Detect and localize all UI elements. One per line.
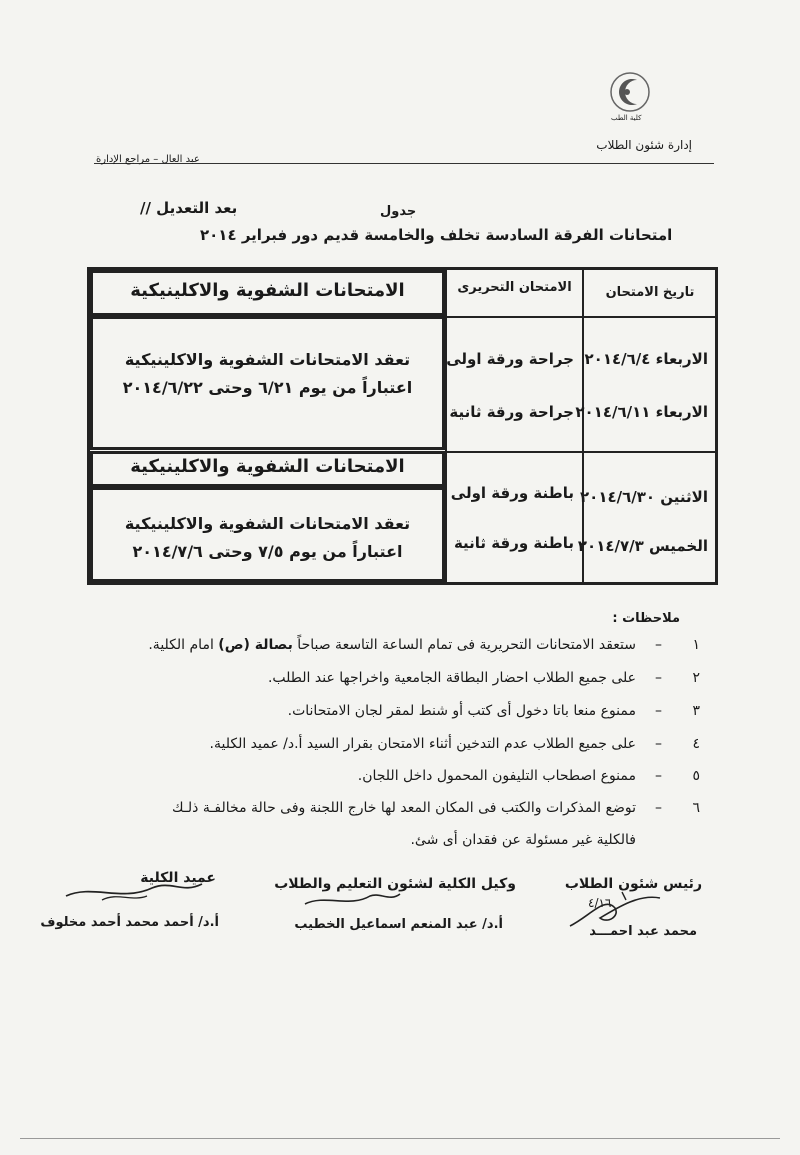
note-number: ٤ xyxy=(692,736,700,752)
group-rule xyxy=(445,451,717,453)
date-cell: الاثنين ٢٠١٤/٦/٣٠ xyxy=(580,488,708,506)
note-text: ستعقد الامتحانات التحريرية فى تمام الساعة التاسعة صباحاً xyxy=(292,637,636,653)
date-cell: الاربعاء ٢٠١٤/٦/٤ xyxy=(584,350,708,368)
faculty-logo xyxy=(607,70,653,126)
note-text: فالكلية غير مسئولة عن فقدان أى شئ. xyxy=(410,832,636,848)
note-item-continued xyxy=(410,832,636,848)
department-name: إدارة شئون الطلاب xyxy=(596,138,692,152)
vice-dean-title: وكيل الكلية لشئون التعليم والطلاب xyxy=(274,876,516,892)
col-header-date: تاريخ الامتحان xyxy=(605,285,695,300)
note-item: ٥–ممنوع اصطحاب التليفون المحمول داخل اللجان. xyxy=(357,768,700,784)
exam-cell: جراحة ورقة ثانية xyxy=(449,403,574,421)
note-item: ٤–على جميع الطلاب عدم التدخين أثناء الامتحان بقرار السيد أ.د/ عميد الكلية. xyxy=(209,736,700,752)
dean-name: أ.د/ أحمد محمد أحمد مخلوف xyxy=(40,915,219,930)
date-cell: الاربعاء ٢٠١٤/٦/١١ xyxy=(575,403,708,421)
note-item: ٣–ممنوع منعا باتا دخول أى كتب أو شنط لمقر لجان الامتحانات. xyxy=(287,703,700,719)
note-number: ٣ xyxy=(692,703,700,719)
exam-cell: باطنة ورقة اولى xyxy=(450,484,574,502)
oral-note-line: تعقد الامتحانات الشفوية والاكلينيكية xyxy=(124,350,411,369)
oral-header-2: الامتحانات الشفوية والاكلينيكية xyxy=(130,456,405,477)
note-text: امام الكلية. xyxy=(148,637,219,653)
note-text: على جميع الطلاب عدم التدخين أثناء الامتحان بقرار السيد أ.د/ عميد الكلية. xyxy=(209,736,636,752)
oral-note-line: اعتباراً من يوم ٧/٥ وحتى ٢٠١٤/٧/٦ xyxy=(132,542,403,561)
note-number: ٦ xyxy=(692,800,700,816)
exam-cell: جراحة ورقة اولى xyxy=(446,350,574,368)
notes-title: ملاحظات : xyxy=(612,611,680,626)
head-of-affairs-name: محمد عبد احمـــد xyxy=(589,924,697,939)
col-header-written: الامتحان التحريرى xyxy=(457,280,572,295)
note-text: ممنوع اصطحاب التليفون المحمول داخل اللجان. xyxy=(357,768,636,784)
logo-caption: كلية الطب xyxy=(611,114,642,122)
dean-title: عميد الكلية xyxy=(140,870,216,886)
note-number: ٥ xyxy=(692,768,700,784)
oral-note-line: تعقد الامتحانات الشفوية والاكلينيكية xyxy=(124,514,411,533)
oral-note-line: اعتباراً من يوم ٦/٢١ وحتى ٢٠١٤/٦/٢٢ xyxy=(122,378,413,397)
note-number: ٢ xyxy=(692,670,700,686)
date-cell: الخميس ٢٠١٤/٧/٣ xyxy=(577,537,708,555)
schedule-label: جدول xyxy=(380,204,417,219)
signature-date: ٤/١٦ xyxy=(588,896,612,910)
review-line: عبد العال – مراجع الإدارة xyxy=(96,154,200,165)
exam-cell: باطنة ورقة ثانية xyxy=(453,534,574,552)
note-item: ٢–على جميع الطلاب احضار البطاقة الجامعية واخراجها عند الطلب. xyxy=(267,670,700,686)
page-title: امتحانات الفرقة السادسة تخلف والخامسة قديم دور فبراير ٢٠١٤ xyxy=(200,226,673,244)
head-of-affairs-title: رئيس شئون الطلاب xyxy=(564,876,702,892)
header-rule xyxy=(445,316,717,318)
col-header-oral: الامتحانات الشفوية والاكلينيكية xyxy=(130,280,405,301)
note-item: ١–ستعقد الامتحانات التحريرية فى تمام الساعة التاسعة صباحاً بصالة (ص) امام الكلية. xyxy=(148,637,700,653)
note-text: توضع المذكرات والكتب فى المكان المعد لها خارج اللجنة وفى حالة مخالفـة ذلـك xyxy=(171,800,636,816)
note-text: على جميع الطلاب احضار البطاقة الجامعية واخراجها عند الطلب. xyxy=(267,670,636,686)
note-number: ١ xyxy=(692,637,700,653)
scan-edge xyxy=(20,1138,780,1139)
vice-signature-mark xyxy=(300,884,410,914)
vice-dean-name: أ.د/ عبد المنعم اسماعيل الخطيب xyxy=(294,917,503,932)
note-text: ممنوع منعا باتا دخول أى كتب أو شنط لمقر لجان الامتحانات. xyxy=(287,703,636,719)
note-item: ٦–توضع المذكرات والكتب فى المكان المعد لها خارج اللجنة وفى حالة مخالفـة ذلـك xyxy=(171,800,700,816)
head-signature-mark xyxy=(560,886,670,936)
dean-signature-mark xyxy=(62,872,212,908)
after-edit-label: بعد التعديل // xyxy=(140,199,238,217)
note-text-bold: بصالة (ص) xyxy=(218,637,293,653)
